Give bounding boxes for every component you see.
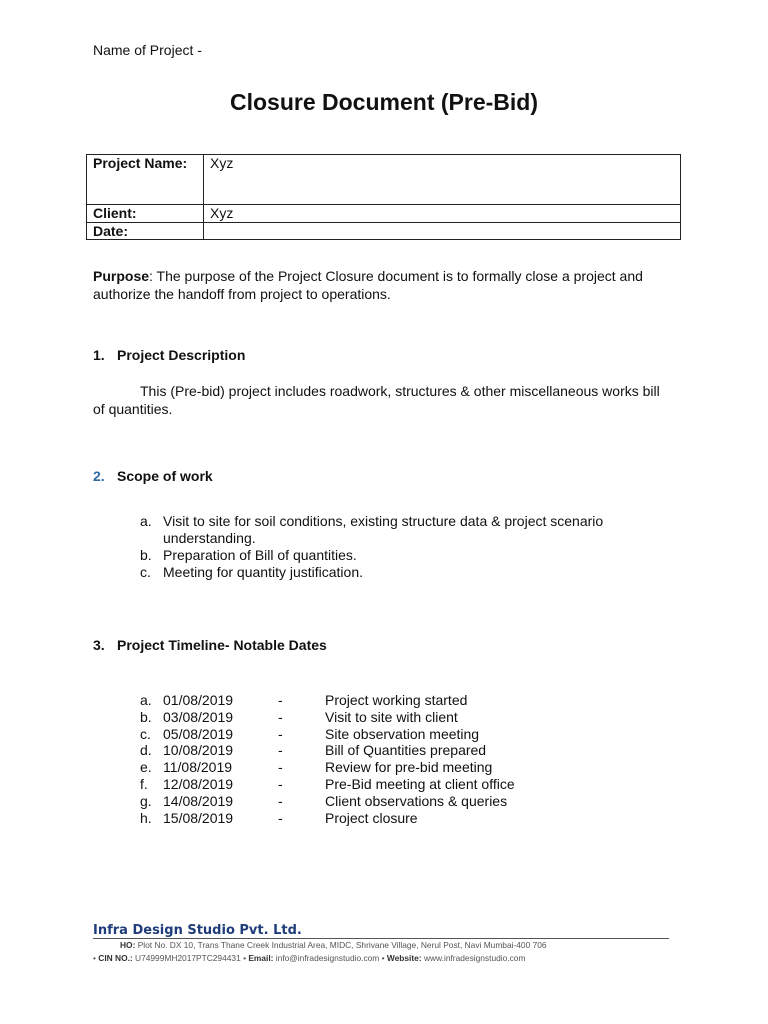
timeline-event: Visit to site with client (325, 708, 458, 725)
list-marker: f. (140, 775, 148, 792)
list-marker: e. (140, 759, 152, 776)
timeline-event: Review for pre-bid meeting (325, 759, 493, 776)
table-row (87, 205, 681, 223)
client-value: Xyz (204, 205, 681, 223)
section-number: 1. (93, 347, 105, 363)
timeline-date: 01/08/2019 (163, 692, 234, 708)
list-marker: h. (140, 809, 152, 826)
list-text: Visit to site for soil conditions, existing structure data & project scenario understanding. (163, 513, 604, 546)
list-marker: a. (140, 513, 152, 529)
footer-address: HO: Plot No. DX 10, Trans Thane Creek Industrial Area, MIDC, Shrivane Village, Nerul Post, Navi Mumbai-400 706 (120, 940, 547, 950)
list-text: Preparation of Bill of quantities. (163, 547, 357, 563)
scope-list (140, 513, 680, 581)
section-heading-description (93, 347, 245, 363)
list-item (140, 564, 680, 581)
cin-number: U74999MH2017PTC294431 (135, 953, 241, 963)
website-link[interactable]: www.infradesignstudio.com (423, 953, 526, 963)
date-label: Date: (87, 223, 204, 240)
purpose-text: : The purpose of the Project Closure document is to formally close a project and authorize the handoff from project to operations. (93, 268, 643, 302)
section-heading-timeline (93, 637, 327, 653)
email-link[interactable]: info@infradesignstudio.com (275, 953, 380, 963)
timeline-separator: - (278, 775, 283, 792)
timeline-separator: - (278, 725, 283, 742)
timeline-separator: - (278, 759, 283, 776)
section-heading-scope (93, 468, 213, 484)
timeline-event: Site observation meeting (325, 725, 480, 742)
project-name-label: Project Name: (87, 155, 204, 205)
timeline-separator: - (278, 742, 283, 759)
timeline-separator: - (278, 692, 283, 708)
list-text: Meeting for quantity justification. (163, 564, 363, 580)
timeline-event: Pre-Bid meeting at client office (325, 775, 515, 792)
list-marker: a. (140, 692, 152, 708)
timeline-date: 15/08/2019 (163, 809, 234, 826)
section-number: 2. (93, 468, 105, 484)
timeline-item (140, 810, 515, 827)
footer-contact: • CIN NO.: U74999MH2017PTC294431 • Email: info@infradesignstudio.com • Website: www.infradesignstudio.com (93, 953, 526, 963)
list-item (140, 547, 680, 564)
timeline-item (140, 742, 515, 759)
list-marker: c. (140, 725, 151, 742)
timeline-event: Bill of Quantities prepared (325, 742, 487, 759)
table-row (87, 155, 681, 205)
timeline-date: 11/08/2019 (163, 759, 233, 776)
timeline-date: 03/08/2019 (163, 708, 234, 725)
timeline-date: 05/08/2019 (163, 725, 234, 742)
list-item (140, 513, 680, 547)
list-marker: g. (140, 792, 152, 809)
timeline-item (140, 692, 515, 709)
timeline-item (140, 776, 515, 793)
project-info-table (86, 154, 681, 240)
timeline-item (140, 793, 515, 810)
timeline-event: Client observations & queries (325, 792, 508, 809)
company-name: Infra Design Studio Pvt. Ltd. (93, 923, 302, 938)
timeline-separator: - (278, 792, 283, 809)
timeline-separator: - (278, 708, 283, 725)
timeline-item (140, 726, 515, 743)
list-marker: b. (140, 708, 152, 725)
table-row (87, 223, 681, 240)
date-value (204, 223, 681, 240)
project-name-value: Xyz (204, 155, 681, 205)
document-title: Closure Document (Pre-Bid) (230, 89, 538, 115)
timeline-item (140, 759, 515, 776)
timeline-event: Project working started (325, 692, 468, 708)
section-title: Scope of work (117, 468, 213, 484)
timeline-date: 12/08/2019 (163, 775, 234, 792)
timeline-date: 10/08/2019 (163, 742, 234, 759)
client-label: Client: (87, 205, 204, 223)
timeline-separator: - (278, 809, 283, 826)
list-marker: b. (140, 547, 152, 563)
footer-divider (93, 938, 669, 939)
timeline-event: Project closure (325, 809, 418, 826)
purpose-paragraph (93, 267, 683, 303)
section-number: 3. (93, 637, 105, 653)
list-marker: d. (140, 742, 152, 759)
project-name-header: Name of Project - (93, 42, 202, 58)
section-title: Project Timeline- Notable Dates (117, 637, 327, 653)
timeline-item (140, 709, 515, 726)
timeline-list (140, 692, 515, 826)
timeline-date: 14/08/2019 (163, 792, 234, 809)
list-marker: c. (140, 564, 151, 580)
purpose-label: Purpose (93, 268, 150, 284)
project-description-text: This (Pre-bid) project includes roadwork, structures & other miscellaneous works bill of quantities. (93, 383, 660, 417)
section-title: Project Description (117, 347, 246, 363)
